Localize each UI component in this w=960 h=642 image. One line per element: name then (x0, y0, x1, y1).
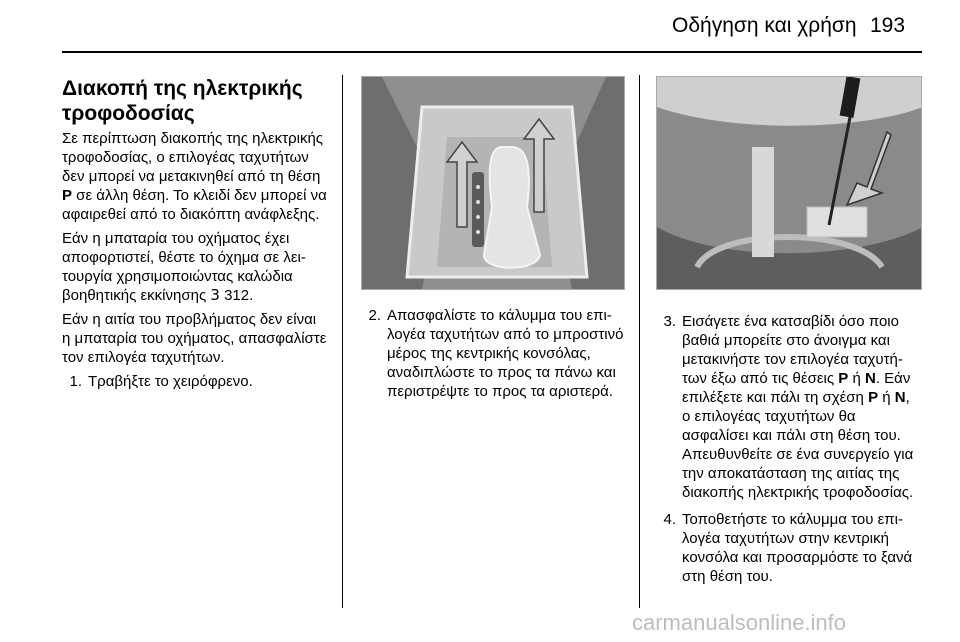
list-item: 4. Τοποθετήστε το κάλυμμα του επιλογέα ταχυτήτων στην κεντρική κονσόλα και προσαρμόστε το ξανά στη θέση του. (663, 511, 913, 585)
screwdriver-drawing (657, 77, 922, 289)
middle-column (361, 76, 625, 409)
page-number: 193 (870, 14, 906, 37)
screwdriver-illustration (656, 76, 922, 290)
list-item: 2. Απασφαλίστε το κάλυμμα του επιλογέα ταχυτήτων από το μπροστινό μέρος της κεντρικής κονσόλας, αναδιπλώστε το προς τα πάνω και περιστρέψτε το προς τα αριστερά. (368, 307, 624, 400)
paragraph-battery: Εάν η μπαταρία του οχήματος έχει αποφορτιστεί, θέστε το όχημα σε λειτουργία χρησιμοποιώντας καλώδια βοηθητικής εκκίνησης 3 312. (62, 230, 306, 304)
paragraph-power-failure: Σε περίπτωση διακοπής της ηλεκτρικής τροφοδοσίας, ο επιλογέας ταχυτήτων δεν μπορεί να μετακινηθεί από τη θέση P σε άλλη θέση. Το κλειδί δεν μπορεί να αφαιρεθεί από το διακόπτη ανάφλεξης. (62, 130, 327, 223)
paragraph-unlock: Εάν η αιτία του προβλήματος δεν είναι η μπαταρία του οχήματος, απασφαλίστε τον επιλογέα ταχυτήτων. (62, 311, 327, 366)
gear-p-label: P (868, 389, 879, 406)
gear-n-label: N (864, 370, 876, 387)
step-list (361, 306, 625, 401)
column-divider-1 (342, 75, 343, 608)
gear-p-label: P (838, 370, 849, 387)
step-list (62, 372, 328, 391)
gear-selector-illustration (361, 76, 625, 290)
list-item: 1. Τραβήξτε το χειρόφρενο. (69, 373, 253, 390)
watermark: carmanualsonline.info (632, 610, 847, 635)
page-reference-icon: 3 (210, 286, 220, 304)
page-header-title: Οδήγηση και χρήση (672, 14, 857, 37)
gear-p-label: P (62, 187, 73, 204)
section-heading: Διακοπή της ηλεκτρικής τροφοδοσίας (62, 77, 303, 125)
left-column (62, 76, 328, 399)
step-list (656, 312, 922, 586)
list-item: 3. Εισάγετε ένα κατσαβίδι όσο ποιο βαθιά μπορείτε στο άνοιγμα και μετακινήστε τον επιλογέα ταχυτήτων έξω από τις θέσεις P ή N. Εάν επιλέξετε και πάλι τη σχέση P ή N, ο επιλογέας ταχυτήτων θα ασφαλίσει και πάλι στη θέση του. Απευθυνθείτε σε ένα συνεργείο για την αποκατάσταση της αιτίας της διακοπής ηλεκτρικής τροφοδοσίας. (663, 313, 914, 501)
gear-lever-drawing (362, 77, 625, 289)
gear-n-label: N (894, 389, 906, 406)
right-column (656, 76, 922, 594)
column-divider-2 (639, 75, 640, 608)
header-rule (62, 51, 922, 53)
page-reference: 312. (219, 287, 254, 304)
